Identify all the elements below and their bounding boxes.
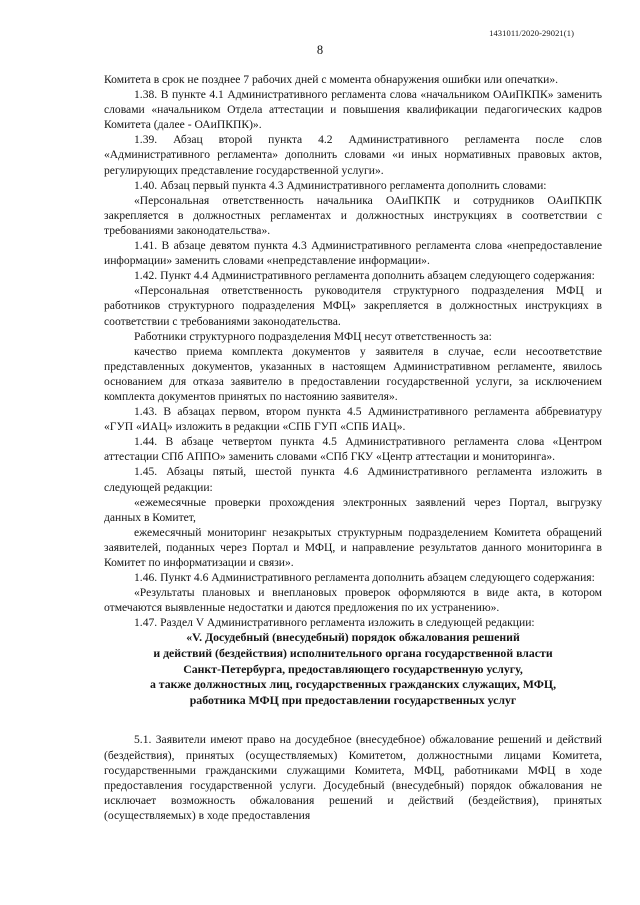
paragraph: «Результаты плановых и внеплановых проверок оформляются в виде акта, в котором отмечаются выявленные недостатки и даются предложения по их устранению».: [104, 586, 602, 615]
paragraph: «ежемесячные проверки прохождения электронных заявлений через Портал, выгрузку данных в Комитет,: [104, 495, 602, 524]
paragraph: «Персональная ответственность руководителя структурного подразделения МФЦ и работников структурного подразделения МФЦ» закрепляется в должностных инструкциях в соответствии с требованиями законодательства.: [104, 284, 602, 328]
paragraph: 1.38. В пункте 4.1 Административного регламента слова «начальником ОАиПКПК» заменить словами «начальником Отдела аттестации и повышения квалификации педагогических кадров Комитета (далее - ОАиПКПК)».: [104, 88, 602, 132]
paragraph: 1.40. Абзац первый пункта 4.3 Административного регламента дополнить словами:: [134, 178, 547, 192]
paragraph: качество приема комплекта документов у заявителя в случае, если несоответствие представленных документов, указанных в настоящем Административном регламенте, явилось основанием для отказа заявителю в предоставлении государственной услуги, за исключением комплекта документов принятых по настоянию заявителя».: [104, 344, 602, 403]
paragraph: ежемесячный мониторинг незакрытых структурным подразделением Комитета обращений заявителей, поданных через Портал и МФЦ, и направление результатов данного мониторинга в Комитет по информатизации и связи».: [104, 525, 602, 569]
spacer: [104, 708, 602, 732]
paragraph: 1.44. В абзаце четвертом пункта 4.5 Административного регламента слова «Центром аттестации СПб АППО» заменить словами «СПб ГКУ «Центр аттестации и мониторинга».: [104, 435, 602, 464]
paragraph: Комитета в срок не позднее 7 рабочих дней с момента обнаружения ошибки или опечатки».: [104, 73, 559, 86]
heading-line: «V. Досудебный (внесудебный) порядок обжалования решений: [186, 630, 520, 645]
paragraph: 1.43. В абзацах первом, втором пункта 4.5 Административного регламента аббревиатуру «ГУП «ИАЦ» изложить в редакции «СПБ ГУП «СПБ ИАЦ».: [104, 405, 602, 434]
paragraph: 1.45. Абзацы пятый, шестой пункта 4.6 Административного регламента изложить в следующей редакции:: [104, 465, 602, 494]
document-body: [104, 72, 602, 823]
paragraph: 1.39. Абзац второй пункта 4.2 Административного регламента после слов «Административного регламента» дополнить словами «и иных нормативных правовых актов, регулирующих представление государственной услуги».: [104, 133, 602, 177]
heading-line: Санкт-Петербурга, предоставляющего государственную услугу,: [183, 661, 523, 676]
paragraph: 5.1. Заявители имеют право на досудебное (внесудебное) обжалование решений и действий (бездействия), принятых (осуществляемых) Комитетом, должностными лицами Комитета, государственными гражданскими служащими Комитета, МФЦ, работниками МФЦ в ходе предоставления государственной услуги. Досудебный (внесудебный) порядок обжалования не исключает возможность обжалования решений и действий (бездействия), принятых (осуществляемых) в ходе предоставления: [104, 733, 602, 822]
heading-line: работника МФЦ при предоставлении государственных услуг: [189, 692, 517, 707]
paragraph: Работники структурного подразделения МФЦ несут ответственность за:: [134, 329, 492, 343]
section-heading: [104, 630, 602, 708]
paragraph: 1.41. В абзаце девятом пункта 4.3 Административного регламента слова «непредоставление информации» заменить словами «непредставление информации».: [104, 239, 602, 268]
paragraph: 1.46. Пункт 4.6 Административного регламента дополнить абзацем следующего содержания:: [134, 571, 595, 585]
paragraph: 1.42. Пункт 4.4 Административного регламента дополнить абзацем следующего содержания:: [134, 269, 595, 283]
heading-line: и действий (бездействия) исполнительного органа государственной власти: [153, 646, 553, 661]
document-number: 1431011/2020-29021(1): [489, 28, 574, 38]
heading-line: а также должностных лиц, государственных гражданских служащих, МФЦ,: [149, 677, 557, 692]
paragraph: 1.47. Раздел V Административного регламента изложить в следующей редакции:: [134, 616, 535, 630]
page-number: 8: [316, 43, 324, 57]
paragraph: «Персональная ответственность начальника ОАиПКПК и сотрудников ОАиПКПК закрепляется в должностных регламентах и должностных инструкциях в соответствии с требованиями законодательства».: [104, 193, 602, 237]
